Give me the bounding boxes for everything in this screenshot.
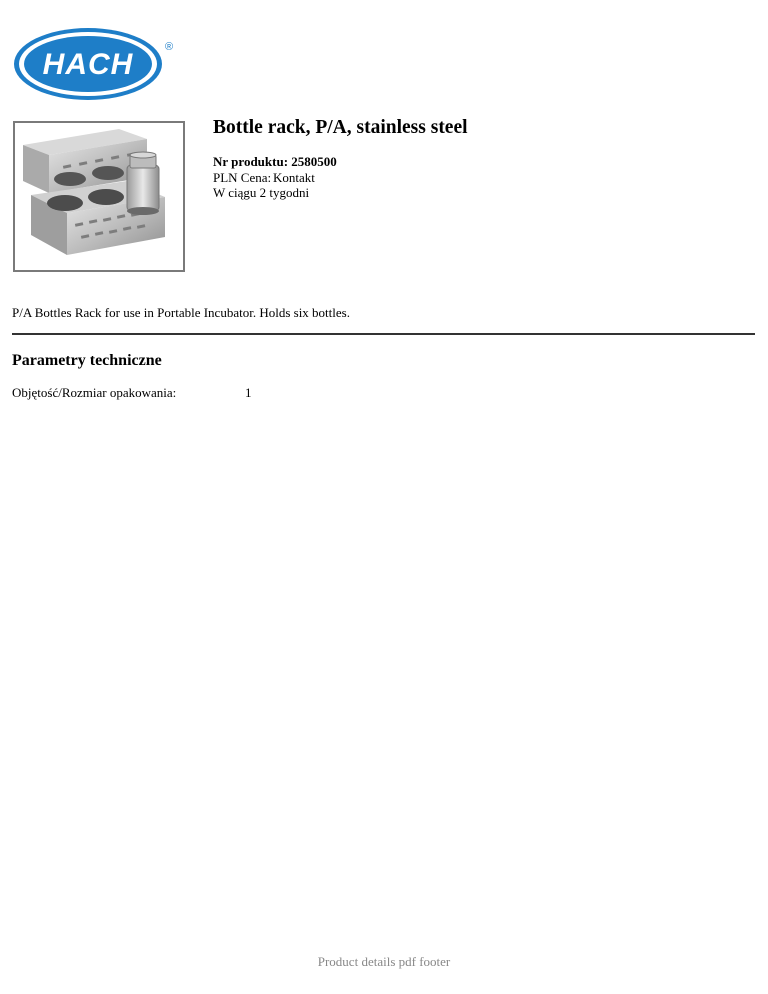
spec-label: Objętość/Rozmiar opakowania:	[12, 385, 177, 400]
product-image	[13, 121, 185, 272]
bottle-rack-illustration	[15, 123, 183, 270]
registered-mark: ®	[164, 41, 174, 53]
product-number: Nr produktu: 2580500	[213, 154, 337, 169]
product-title: Bottle rack, P/A, stainless steel	[213, 117, 468, 138]
price-row	[213, 170, 337, 186]
product-meta	[213, 154, 337, 201]
spec-value: 1	[245, 385, 252, 400]
availability: W ciągu 2 tygodni	[213, 185, 310, 200]
specs-title: Parametry techniczne	[12, 352, 162, 369]
price-label: PLN Cena:	[213, 169, 272, 185]
product-description: P/A Bottles Rack for use in Portable Incubator. Holds six bottles.	[12, 305, 350, 320]
price-value: Kontakt	[273, 169, 315, 185]
spec-row	[12, 385, 252, 401]
hach-logo-graphic	[12, 26, 177, 102]
hach-logo	[12, 26, 177, 102]
section-divider	[12, 333, 755, 335]
page-footer: Product details pdf footer	[317, 954, 451, 969]
logo-wordmark: HACH	[42, 48, 134, 81]
